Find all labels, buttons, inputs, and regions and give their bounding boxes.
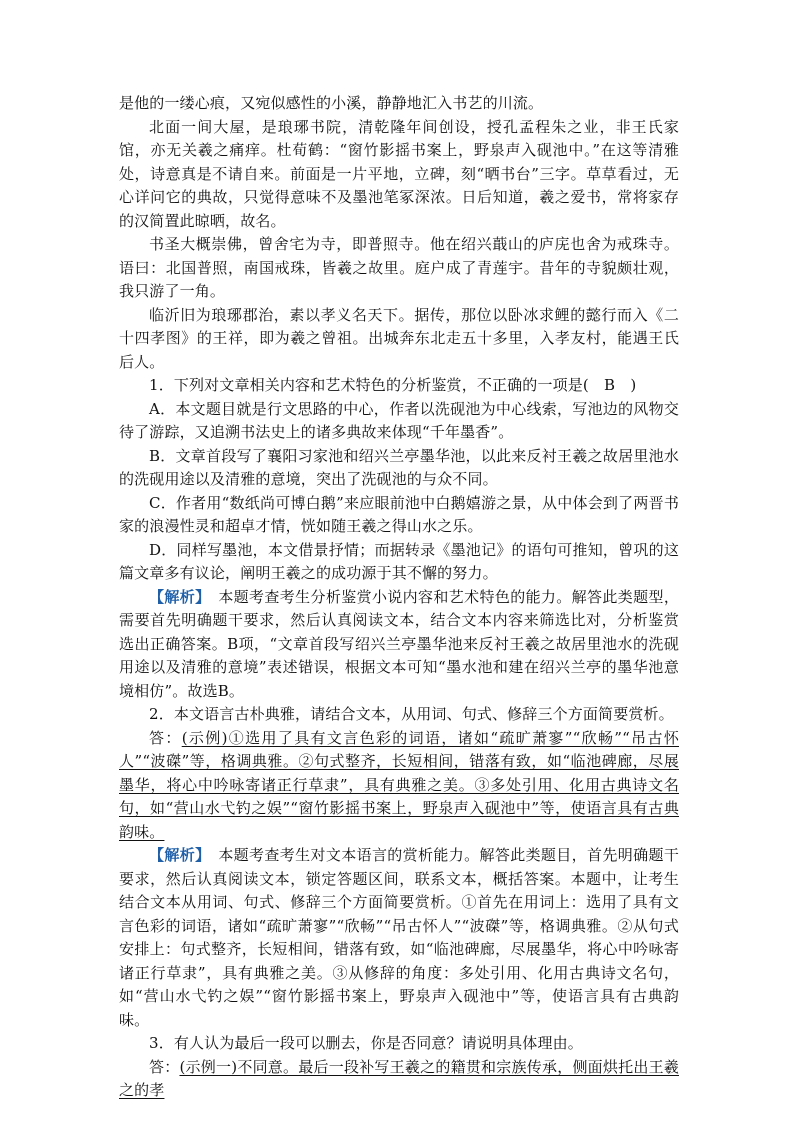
question-1-stem: 1．下列对文章相关内容和艺术特色的分析鉴赏，不正确的一项是( B ) <box>149 376 637 394</box>
option-c: C．作者用“数纸尚可博白鹅”来应眼前池中白鹅嬉游之景，从中体会到了两晋书家的浪漫性灵和超卓才情，恍如随王羲之得山水之乐。 <box>119 493 679 535</box>
answer-text: (示例一)不同意。最后一段补写王羲之的籍贯和宗族传承，侧面烘托出王羲之的孝 <box>119 1057 679 1099</box>
question-3-stem: 3．有人认为最后一段可以删去，你是否同意？请说明具体理由。 <box>149 1034 583 1052</box>
answer-2 <box>119 727 679 845</box>
analysis-text: 本题考查考生分析鉴赏小说内容和艺术特色的能力。解答此类题型，需要首先明确题干要求，然后认真阅读文本，结合文本内容来筛选比对，分析鉴赏选出正确答案。B项，“文章首段写绍兴兰亭墨华池来反衬王羲之故居里池水的洗砚用途以及清雅的意境”表述错误，根据文本可知“墨水池和建在绍兴兰亭的墨华池意境相仿”。故选B。 <box>119 587 679 700</box>
document-page <box>119 0 679 1103</box>
passage-paragraph: 临沂旧为琅琊郡治，素以孝义名天下。据传，那位以卧冰求鲤的懿行而入《二十四孝图》的王祥，即为羲之曾祖。出城奔东北走五十多里，入孝友村，能遇王氏后人。 <box>119 305 679 371</box>
passage-paragraph: 是他的一缕心痕，又宛似感性的小溪，静静地汇入书艺的川流。 <box>119 94 544 112</box>
analysis-text: 本题考查考生对文本语言的赏析能力。解答此类题目，首先明确题干要求，然后认真阅读文本，锁定答题区间，联系文本，概括答案。本题中，让考生结合文本从用词、句式、修辞三个方面简要赏析。①首先在用词上：选用了具有文言色彩的词语，诸如“疏旷萧寥”“欣畅”“吊古怀人”“波磔”等，格调典雅。②从句式安排上：句式整齐，长短相间，错落有致，如“临池碑廊，尽展墨华，将心中吟咏寄诸正行草隶”，具有典雅之美。③从修辞的角度：多处引用、化用古典诗文名句，如“营山水弋钓之娱”“窗竹影摇书案上，野泉声入砚池中”等，使语言具有古典韵味。 <box>119 846 679 1029</box>
analysis-2 <box>119 844 679 1032</box>
answer-3 <box>119 1056 679 1103</box>
answer-label: 答： <box>149 728 182 747</box>
option-d: D．同样写墨池，本文借景抒情；而据转录《墨池记》的语句可推知，曾巩的这篇文章多有议论，阐明王羲之的成功源于其不懈的努力。 <box>119 540 679 582</box>
option-a: A．本文题目就是行文思路的中心，作者以洗砚池为中心线索，写池边的风物交待了游踪，又追溯书法史上的诸多典故来体现“千年墨香”。 <box>119 399 679 441</box>
analysis-1 <box>119 586 679 704</box>
analysis-tag: 【解析】 <box>149 846 203 864</box>
analysis-tag: 【解析】 <box>149 587 203 606</box>
option-b: B．文章首段写了襄阳习家池和绍兴兰亭墨华池，以此来反衬王羲之故居里池水的洗砚用途以及清雅的意境，突出了洗砚池的与众不同。 <box>119 446 679 488</box>
passage-paragraph: 书圣大概崇佛，曾舍宅为寺，即普照寺。他在绍兴蕺山的庐庑也舍为戒珠寺。语曰：北国普照，南国戒珠，皆羲之故里。庭户成了青莲宇。昔年的寺貌颇壮观，我只游了一角。 <box>119 235 679 300</box>
question-2-stem: 2．本文语言古朴典雅，请结合文本，从用词、句式、修辞三个方面简要赏析。 <box>149 705 674 723</box>
answer-label: 答： <box>149 1057 180 1076</box>
answer-text: (示例)①选用了具有文言色彩的词语，诸如“疏旷萧寥”“欣畅”“吊古怀人”“波磔”等，格调典雅。②句式整齐，长短相间，错落有致，如“临池碑廊，尽展墨华，将心中吟咏寄诸正行草隶”，具有典雅之美。③多处引用、化用古典诗文名句，如“营山水弋钓之娱”“窗竹影摇书案上，野泉声入砚池中”等，使语言具有古典韵味。 <box>119 728 679 841</box>
passage-paragraph: 北面一间大屋，是琅琊书院，清乾隆年间创设，授孔孟程朱之业，非王氏家馆，亦无关羲之痛痒。杜荀鹤：“窗竹影摇书案上，野泉声入砚池中。”在这等清雅处，诗意真是不请自来。前面是一片平地，立碑，刻“晒书台”三字。草草看过，无心详问它的典故，只觉得意味不及墨池笔冢深浓。日后知道，羲之爱书，常将家存的汉简置此晾晒，故名。 <box>119 117 679 230</box>
